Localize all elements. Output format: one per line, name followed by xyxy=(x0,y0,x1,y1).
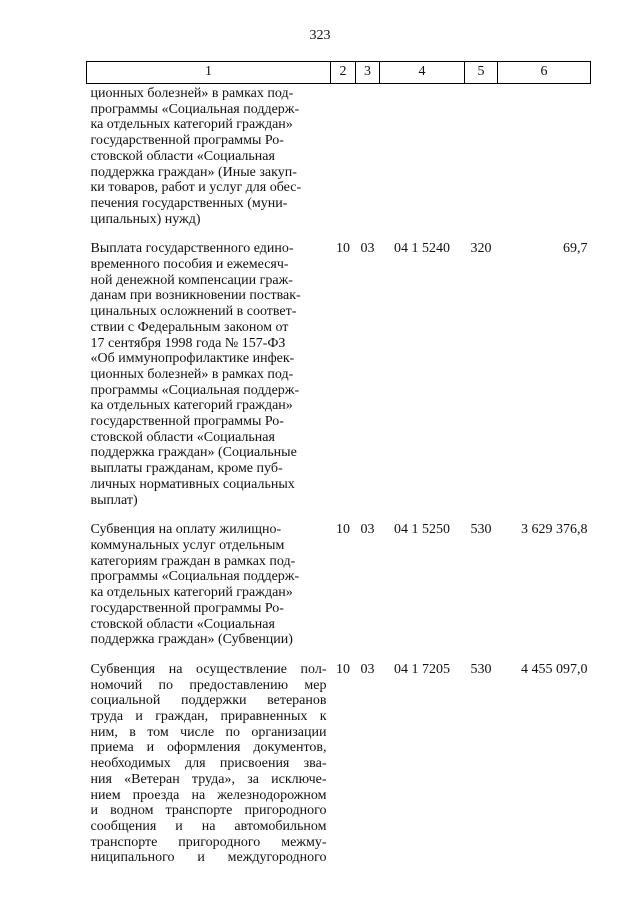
row-expense-type: 320 xyxy=(470,241,492,257)
row-section xyxy=(331,84,356,242)
row-subsection: 03 xyxy=(360,661,375,677)
row-section: 10 xyxy=(336,241,350,257)
header-col-1: 1 xyxy=(87,62,331,84)
header-col-4: 4 xyxy=(380,62,465,84)
row-expense-type xyxy=(465,84,498,242)
table-header xyxy=(87,62,591,84)
row-description: Субвенция на осуществление пол- номочий по предоставлению мер социальной поддержки ветеранов труда и граждан, приравненных к ним, в том числе по организации приема и оформления документов, необходимых для присвоения зва- ния «Ветеран труда», за исключе- нием проезда на железнодорожном и водном транспорте пригородного сообщения и на автомобильном транспорте пригородного межму- ниципального и междугородного xyxy=(90,661,327,866)
row-amount: 3 629 376,8 xyxy=(521,522,588,538)
row-subsection xyxy=(356,84,380,242)
row-subsection: 03 xyxy=(360,522,375,538)
row-description: Субвенция на оплату жилищно- коммунальных услуг отдельным категориям граждан в рамках под- программы «Социальная поддерж- ка отдельных категорий граждан» государственной программы Ро- стовской области «Социальная поддержка граждан» (Субвенции) xyxy=(90,522,300,648)
row-subsection: 03 xyxy=(360,241,375,257)
budget-table xyxy=(86,61,591,880)
header-col-2: 2 xyxy=(331,62,356,84)
row-target-article: 04 1 5250 xyxy=(394,522,450,538)
table-row xyxy=(87,522,591,662)
row-amount xyxy=(498,84,591,242)
row-section: 10 xyxy=(336,661,350,677)
row-description: Выплата государственного едино- временного пособия и ежемесяч- ной денежной компенсации граж- данам при возникновении поствак- цинальных осложнений в соответ- ствии с Федеральным законом от 17 сентября 1998 года № 157-ФЗ «Об иммунопрофилактике инфек- ционных болезней» в рамках под- программы «Социальная поддерж- ка отдельных категорий граждан» государственной программы Ро- стовской области «Социальная поддержка граждан» (Социальные выплаты гражданам, кроме пуб- личных нормативных социальных выплат) xyxy=(90,241,301,508)
row-target-article xyxy=(380,84,465,242)
row-expense-type: 530 xyxy=(470,522,492,538)
row-target-article: 04 1 5240 xyxy=(394,241,450,257)
page-number: 323 xyxy=(309,28,331,43)
row-target-article: 04 1 7205 xyxy=(394,661,450,677)
header-col-6: 6 xyxy=(498,62,591,84)
header-col-5: 5 xyxy=(465,62,498,84)
row-amount: 69,7 xyxy=(563,241,588,257)
header-row xyxy=(87,62,591,84)
table-body xyxy=(87,84,591,881)
row-expense-type: 530 xyxy=(470,661,492,677)
row-section: 10 xyxy=(336,522,350,538)
table-row xyxy=(87,241,591,522)
table-row xyxy=(87,84,591,242)
row-amount: 4 455 097,0 xyxy=(521,661,588,677)
table-row xyxy=(87,662,591,880)
row-description: ционных болезней» в рамках под- программы «Социальная поддерж- ка отдельных категорий граждан» государственной программы Ро- стовской области «Социальная поддержка граждан» (Иные закуп- ки товаров, работ и услуг для обес- печения государственных (муни- ципальных) нужд) xyxy=(90,86,302,227)
header-col-3: 3 xyxy=(356,62,380,84)
